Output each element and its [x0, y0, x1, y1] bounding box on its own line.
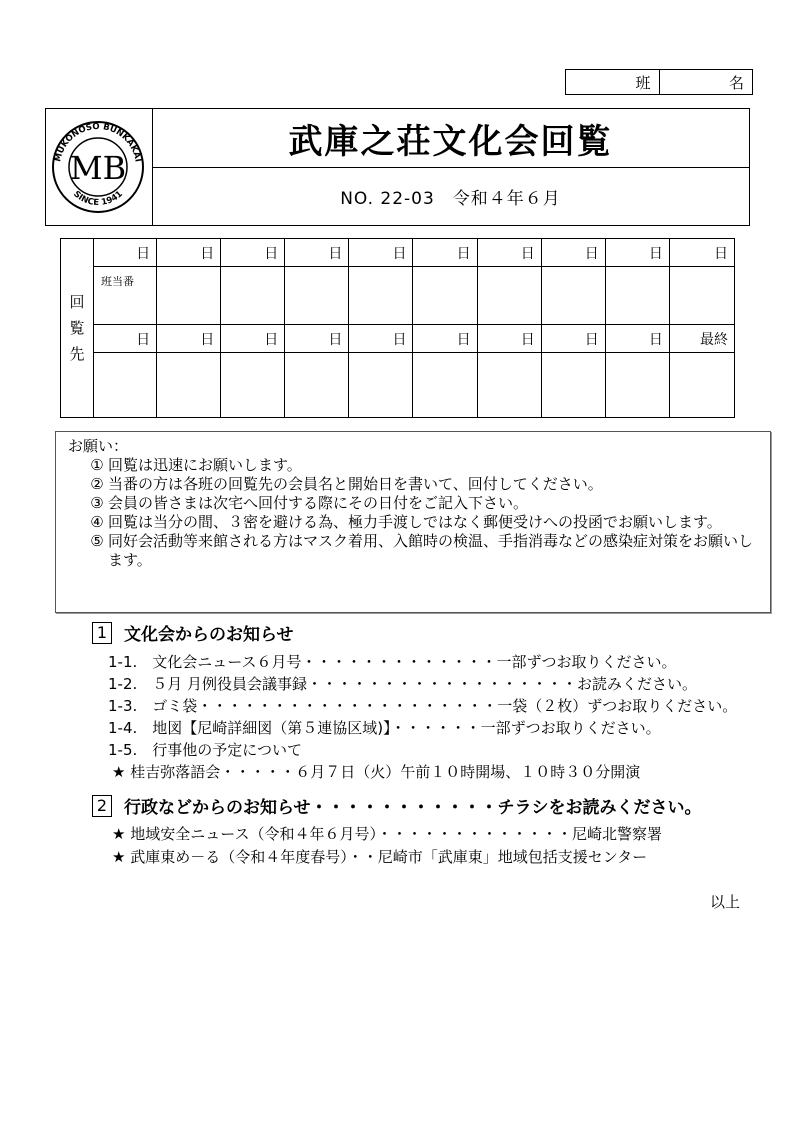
notice-title: お願い： [68, 437, 129, 455]
logo-cell [46, 109, 153, 225]
name-cell [221, 353, 285, 417]
section2-item: ★ 地域安全ニュース（令和４年６月号）・・・・・・・・・・・・・尼崎北警察署 [112, 825, 662, 843]
notice-item-number: ③ [90, 494, 104, 512]
group-label: 班 [566, 70, 660, 94]
logo-ring-bottom: SINCE 1941 [71, 189, 125, 209]
name-cell [157, 267, 221, 325]
circulation-label: 回 覧 先 [61, 239, 94, 417]
name-cell [285, 267, 349, 325]
date-cell: 日 [670, 239, 734, 267]
section1-number: 1 [92, 622, 112, 644]
date-cell: 日 [285, 325, 349, 353]
date-cell: 日 [157, 325, 221, 353]
date-row-2 [93, 325, 734, 353]
name-cell: 班当番 [93, 267, 157, 325]
section1-item: 1-3. ゴミ袋・・・・・・・・・・・・・・・・・・・・一袋（２枚）ずつお取りください。 [108, 697, 738, 715]
notice-item-text: 回覧は当分の間、３密を避ける為、極力手渡しではなく郵便受けへの投函でお願いします。 [108, 513, 722, 531]
name-cell [670, 353, 734, 417]
group-name-box [565, 69, 753, 95]
name-cell [606, 353, 670, 417]
section1-item: 1-2. ５月 月例役員会議事録・・・・・・・・・・・・・・・・・・お読みください。 [108, 675, 698, 693]
section2-heading [92, 793, 702, 818]
section1-event: ★ 桂吉弥落語会・・・・・６月７日（火）午前１０時開場、１０時３０分開演 [112, 763, 641, 781]
date-cell: 日 [157, 239, 221, 267]
date-cell: 日 [349, 325, 413, 353]
notice-box [55, 431, 771, 613]
circulation-table [60, 238, 735, 418]
notice-item [64, 494, 762, 513]
section2-item: ★ 武庫東め－る（令和４年度春号）・・尼崎市「武庫東」地域包括支援センター [112, 848, 648, 866]
date-cell: 日 [606, 239, 670, 267]
notice-item [64, 532, 762, 570]
date-cell: 日 [93, 239, 157, 267]
notice-item [64, 513, 762, 532]
page-title: 武庫之荘文化会回覧 [152, 109, 749, 168]
name-cell [478, 267, 542, 325]
name-cell [349, 353, 413, 417]
date-cell: 日 [478, 239, 542, 267]
name-cell [93, 353, 157, 417]
notice-item-text: 回覧は迅速にお願いします。 [108, 456, 302, 474]
date-cell: 日 [606, 325, 670, 353]
section1-item: 1-1. 文化会ニュース６月号・・・・・・・・・・・・・一部ずつお取りください。 [108, 653, 677, 671]
notice-item-text: 同好会活動等来館される方はマスク着用、入館時の検温、手指消毒などの感染症対策をお願いします。 [108, 532, 754, 569]
name-cell [349, 267, 413, 325]
section1-item: 1-4. 地図【尼崎詳細図（第５連協区域)】・・・・・・一部ずつお取りください。 [108, 719, 661, 737]
notice-item-number: ② [90, 475, 104, 493]
date-cell: 最終 [670, 325, 734, 353]
name-cell [606, 267, 670, 325]
closing-mark: 以上 [710, 893, 741, 911]
logo-ring-top: MUKONOSO BUNKAKAI [53, 121, 143, 163]
section1-heading [92, 620, 294, 645]
masthead [45, 108, 750, 226]
name-cell [413, 353, 477, 417]
date-cell: 日 [542, 325, 606, 353]
section2-title: 行政などからのお知らせ・・・・・・・・・・・チラシをお読みください。 [124, 798, 702, 818]
date-cell: 日 [285, 239, 349, 267]
name-label: 名 [728, 73, 744, 92]
name-cell [670, 267, 734, 325]
date-cell: 日 [221, 325, 285, 353]
date-row-1 [93, 239, 734, 267]
date-cell: 日 [221, 239, 285, 267]
notice-item-number: ④ [90, 513, 104, 531]
mb-logo [46, 109, 150, 225]
notice-item-number: ① [90, 456, 104, 474]
issue-number: NO. 22-03 令和４年６月 [340, 188, 561, 209]
date-cell: 日 [413, 239, 477, 267]
notice-item-text: 会員の皆さまは次宅へ回付する際にその日付をご記入下さい。 [108, 494, 529, 512]
date-cell: 日 [413, 325, 477, 353]
date-cell: 日 [93, 325, 157, 353]
date-cell: 日 [349, 239, 413, 267]
name-cell [413, 267, 477, 325]
logo-letters: MB [69, 149, 127, 187]
notice-item [64, 475, 762, 494]
notice-item-text: 当番の方は各班の回覧先の会員名と開始日を書いて、回付してください。 [108, 475, 603, 493]
date-cell: 日 [478, 325, 542, 353]
name-cell [285, 353, 349, 417]
name-cell [157, 353, 221, 417]
name-cell [542, 267, 606, 325]
name-cell [478, 353, 542, 417]
name-row-1 [93, 267, 734, 325]
section1-item: 1-5. 行事他の予定について [108, 741, 302, 759]
name-cell [542, 353, 606, 417]
section2-number: 2 [92, 795, 112, 817]
notice-item [64, 456, 762, 475]
notice-item-number: ⑤ [90, 532, 104, 550]
section1-title: 文化会からのお知らせ [124, 625, 294, 645]
name-cell [221, 267, 285, 325]
name-row-2 [93, 353, 734, 417]
date-cell: 日 [542, 239, 606, 267]
